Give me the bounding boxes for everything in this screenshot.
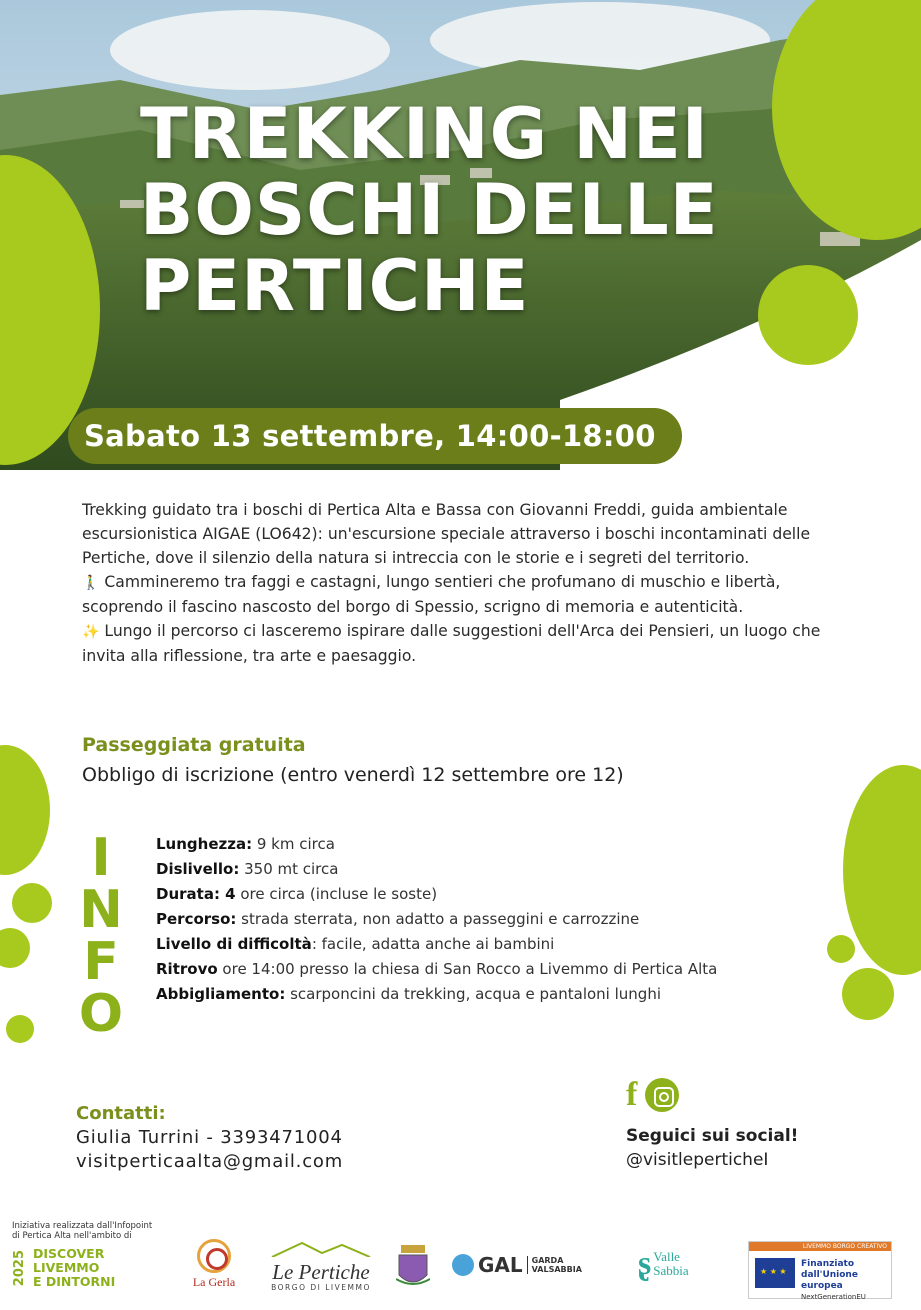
info-row-meeting-point — [156, 957, 796, 982]
info-label: Dislivello: — [156, 860, 240, 878]
eu-text — [801, 1259, 891, 1303]
title-line: BOSCHI DELLE — [140, 169, 719, 251]
eu-title-line: Finanziato — [801, 1259, 855, 1269]
gal-subtitle — [527, 1256, 582, 1274]
contacts-block — [76, 1102, 343, 1174]
social-block — [626, 1078, 798, 1172]
date-time-banner: Sabato 13 settembre, 14:00-18:00 — [68, 408, 682, 464]
decorative-circle — [843, 765, 921, 975]
gal-garda-valsabbia-logo — [452, 1253, 582, 1277]
gal-text: GAL — [478, 1253, 523, 1277]
sparkles-icon: ✨ — [82, 624, 100, 640]
free-walk-title: Passeggiata gratuita — [82, 734, 306, 756]
social-handle[interactable]: @visitleperticheI — [626, 1150, 769, 1170]
info-letter: N — [79, 880, 123, 940]
info-label: Abbigliamento: — [156, 985, 286, 1003]
info-value: 9 km circa — [252, 835, 335, 853]
event-title — [140, 93, 840, 327]
discover-line: DISCOVER — [33, 1246, 105, 1261]
eu-band: LIVEMMO BORGO CREATIVO — [749, 1242, 891, 1251]
description-text: Cammineremo tra faggi e castagni, lungo sentieri che profumano di muschio e libertà, scoprendo il fascino nascosto del borgo di Spessio, scrigno di memoria e autenticità. — [82, 573, 781, 616]
info-label: Durata: 4 — [156, 885, 236, 903]
footer-note: Iniziativa realizzata dall'Infopoint di Pertica Alta nell'ambito di — [12, 1221, 153, 1241]
decorative-circle — [0, 745, 50, 875]
decorative-circle — [12, 883, 52, 923]
valle-sabbia-logo — [638, 1245, 689, 1283]
gal-sub-line: VALSABBIA — [531, 1265, 582, 1274]
la-gerla-icon — [197, 1239, 231, 1273]
la-gerla-logo — [186, 1239, 242, 1290]
contact-email[interactable]: visitperticaalta@gmail.com — [76, 1151, 344, 1172]
info-letter: O — [78, 984, 124, 1044]
info-value: : facile, adatta anche ai bambini — [311, 935, 555, 953]
decorative-circle — [6, 1015, 34, 1043]
discover-text — [33, 1247, 115, 1289]
info-row-difficulty — [156, 932, 796, 957]
info-label: Ritrovo — [156, 960, 218, 978]
info-letter: I — [91, 828, 111, 888]
info-row-duration — [156, 882, 796, 907]
le-pertiche-subtitle: BORGO DI LIVEMMO — [271, 1283, 371, 1292]
la-gerla-text: La Gerla — [192, 1275, 236, 1289]
title-line: PERTICHE — [140, 245, 530, 327]
decorative-circle — [842, 968, 894, 1020]
description-text: Lungo il percorso ci lasceremo ispirare dalle suggestioni dell'Arca dei Pensieri, un luogo che invita alla riflessione, tra arte e paesaggio. — [82, 622, 821, 665]
le-pertiche-logo — [262, 1241, 380, 1292]
instagram-icon[interactable] — [645, 1078, 679, 1112]
info-label: Livello di difficoltà — [156, 935, 312, 953]
event-description — [82, 498, 832, 668]
info-details-list — [156, 832, 796, 1007]
year-label: 2025 — [12, 1249, 27, 1287]
info-value: strada sterrata, non adatto a passeggini e carrozzine — [236, 910, 640, 928]
description-paragraph — [82, 570, 832, 619]
contact-name-phone[interactable]: Giulia Turrini - 3393471004 — [76, 1127, 343, 1148]
social-icons — [626, 1078, 798, 1112]
walking-person-icon: 🚶‍♂️ — [82, 575, 100, 591]
info-letter: F — [83, 932, 119, 992]
info-row-route — [156, 907, 796, 932]
info-row-clothing — [156, 982, 796, 1007]
social-title: Seguici sui social! — [626, 1126, 799, 1146]
info-row-elevation — [156, 857, 796, 882]
info-vertical-heading — [76, 828, 126, 1044]
decorative-circle — [0, 928, 30, 968]
le-pertiche-text: Le Pertiche — [272, 1260, 370, 1284]
mountain-icon — [262, 1241, 380, 1257]
description-paragraph — [82, 619, 832, 668]
title-line: TREKKING NEI — [140, 93, 709, 175]
info-value: ore 14:00 presso la chiesa di San Rocco a Livemmo di Pertica Alta — [217, 960, 718, 978]
info-label: Lunghezza: — [156, 835, 253, 853]
info-value: scarponcini da trekking, acqua e pantaloni lunghi — [285, 985, 661, 1003]
eu-title-line: dall'Unione europea — [801, 1270, 858, 1291]
info-value: 350 mt circa — [239, 860, 339, 878]
gal-drop-icon — [452, 1254, 474, 1276]
info-value: ore circa (incluse le soste) — [235, 885, 438, 903]
valle-sabbia-icon: ʂ — [638, 1245, 652, 1282]
eu-subtitle: NextGenerationEU — [801, 1293, 866, 1301]
discover-livemmo-logo — [12, 1247, 115, 1289]
eu-flag-icon — [755, 1258, 795, 1288]
eu-funding-logo — [748, 1241, 892, 1299]
info-row-length — [156, 832, 796, 857]
footer-logos — [0, 1215, 921, 1310]
municipal-crest-icon — [396, 1245, 430, 1289]
valle-sabbia-text — [653, 1250, 688, 1278]
facebook-icon[interactable]: f — [626, 1076, 638, 1113]
valle-line: Valle — [653, 1249, 680, 1264]
decorative-circle — [827, 935, 855, 963]
valle-line: Sabbia — [653, 1263, 689, 1278]
registration-note: Obbligo di iscrizione (entro venerdì 12 settembre ore 12) — [82, 764, 624, 786]
description-paragraph: Trekking guidato tra i boschi di Pertica Alta e Bassa con Giovanni Freddi, guida ambientale escursionistica AIGAE (LO642): un'escursione speciale attraverso i boschi incontaminati delle Pertiche, dove il silenzio della natura si intreccia con le storie e i segreti del territorio. — [82, 501, 811, 567]
info-label: Percorso: — [156, 910, 237, 928]
gal-sub-line: GARDA — [531, 1256, 564, 1265]
discover-line: LIVEMMO — [33, 1260, 100, 1275]
discover-line: E DINTORNI — [33, 1274, 116, 1289]
contacts-title: Contatti: — [76, 1103, 166, 1124]
